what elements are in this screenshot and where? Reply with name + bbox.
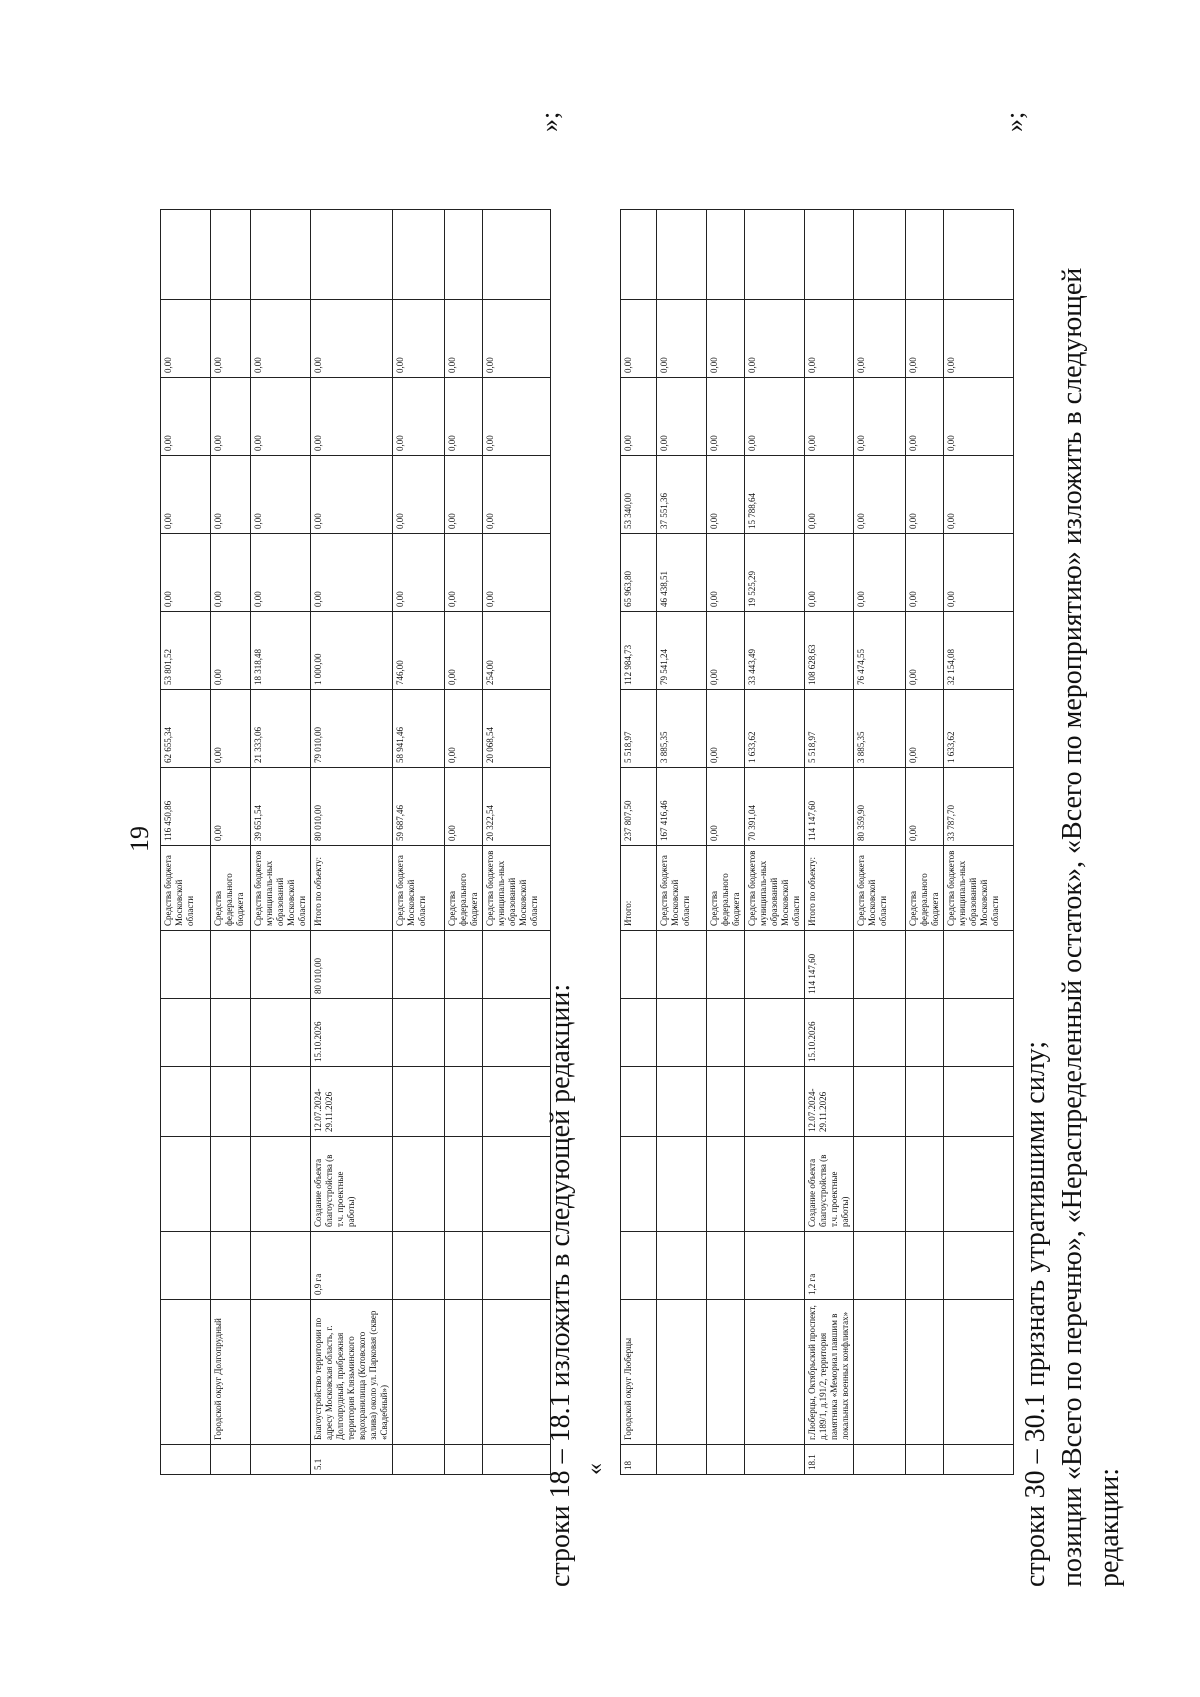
table-cell: 33 443,49 — [745, 612, 805, 690]
table-cell: 18 318,48 — [251, 612, 311, 690]
table-cell: Итого: — [621, 846, 657, 931]
table-cell — [707, 999, 745, 1067]
table-cell: 0,00 — [745, 378, 805, 456]
table-cell: 0,00 — [311, 300, 393, 378]
table-cell: 0,00 — [251, 456, 311, 534]
table-cell — [805, 210, 854, 300]
table-cell — [211, 1137, 251, 1232]
table-cell — [445, 1067, 483, 1137]
table-cell — [211, 1445, 251, 1475]
table-cell — [707, 1445, 745, 1475]
table-cell: 0,00 — [161, 378, 211, 456]
table-cell: 12.07.2024-29.11.2026 — [805, 1067, 854, 1137]
table-cell: 15.10.2026 — [805, 999, 854, 1067]
table-cell: 0,00 — [311, 534, 393, 612]
table-cell — [483, 1445, 551, 1475]
table-cell — [657, 1445, 707, 1475]
table-cell: Благоустройство территории по адресу Московская область, г. Долгопрудный, прибрежная территория Клязьминского водохранилища (Котовского залива) около ул. Парковая (сквер «Свадебный») — [311, 1300, 393, 1445]
table-cell: 0,00 — [944, 456, 1014, 534]
table-cell — [621, 931, 657, 999]
table-cell — [707, 1300, 745, 1445]
table-cell — [483, 999, 551, 1067]
instruction-line: позиции «Всего по перечню», «Нераспределенный остаток», «Всего по мероприятию» изложить в следующей — [1057, 267, 1088, 1587]
table-cell: Средства федерального бюджета — [906, 846, 944, 931]
table-cell: 0,00 — [483, 456, 551, 534]
table-cell — [621, 999, 657, 1067]
table-cell — [944, 1232, 1014, 1300]
table-cell — [621, 1137, 657, 1232]
table-cell — [211, 999, 251, 1067]
table-cell: 5 518,97 — [621, 690, 657, 768]
table-cell: 0,00 — [805, 534, 854, 612]
table-cell: Средства бюджетов муниципаль-ных образований Московской области — [944, 846, 1014, 931]
table-cell — [393, 931, 445, 999]
table-cell — [707, 1067, 745, 1137]
table-cell: 12.07.2024-29.11.2026 — [311, 1067, 393, 1137]
table-row — [805, 210, 854, 1475]
table-cell — [311, 210, 393, 300]
table-cell: 0,00 — [483, 378, 551, 456]
table-cell: Создание объекта благоустройства (в т.ч. проектные работы) — [311, 1137, 393, 1232]
table-cell — [707, 210, 745, 300]
table-cell: 20 068,54 — [483, 690, 551, 768]
table-cell — [211, 931, 251, 999]
instruction-line: строки 18 – 18.1 изложить в следующей редакции: — [545, 983, 576, 1587]
table-cell — [393, 1300, 445, 1445]
table-row — [657, 210, 707, 1475]
table-cell: 18.1 — [805, 1445, 854, 1475]
table-cell: 15 788,64 — [745, 456, 805, 534]
table-cell: 53 801,52 — [161, 612, 211, 690]
table-cell: 19 525,29 — [745, 534, 805, 612]
table-cell: 3 885,35 — [854, 690, 906, 768]
table-cell: 237 807,50 — [621, 768, 657, 846]
table-cell — [745, 1137, 805, 1232]
table-cell — [854, 1300, 906, 1445]
table-row — [854, 210, 906, 1475]
table-row — [445, 210, 483, 1475]
table-cell: Средства бюджета Московской области — [161, 846, 211, 931]
table-cell — [657, 931, 707, 999]
table-cell: 108 628,63 — [805, 612, 854, 690]
table-cell: 0,00 — [707, 612, 745, 690]
table-cell: 0,00 — [251, 378, 311, 456]
table-cell: 0,00 — [854, 378, 906, 456]
table-cell: 80 010,00 — [311, 768, 393, 846]
table-cell: 0,00 — [393, 300, 445, 378]
table-cell — [657, 999, 707, 1067]
table-cell — [745, 1067, 805, 1137]
table-cell: 1 633,62 — [944, 690, 1014, 768]
table-cell: Итого по объекту: — [805, 846, 854, 931]
table-cell: 0,00 — [906, 534, 944, 612]
table-cell: 0,00 — [211, 456, 251, 534]
table-cell: Создание объекта благоустройства (в т.ч. проектные работы) — [805, 1137, 854, 1232]
table-cell: 32 154,08 — [944, 612, 1014, 690]
table-cell — [393, 1232, 445, 1300]
table-cell: 0,00 — [393, 534, 445, 612]
table-cell — [251, 1232, 311, 1300]
instruction-line: строки 30 – 30.1 признать утратившими силу; — [1020, 1040, 1051, 1587]
table-cell — [944, 210, 1014, 300]
table-cell — [854, 931, 906, 999]
table-cell — [251, 999, 311, 1067]
table-1 — [160, 209, 551, 1475]
table-cell — [161, 1232, 211, 1300]
table-cell: 15.10.2026 — [311, 999, 393, 1067]
table-cell — [251, 210, 311, 300]
table-cell: 0,00 — [854, 534, 906, 612]
closing-quote: »; — [1000, 111, 1029, 132]
table-cell: 0,00 — [393, 456, 445, 534]
table-cell: 46 438,51 — [657, 534, 707, 612]
table-cell — [657, 210, 707, 300]
table-cell — [393, 1067, 445, 1137]
table-cell: 0,00 — [707, 456, 745, 534]
table-cell — [161, 999, 211, 1067]
table-cell: 167 416,46 — [657, 768, 707, 846]
table-2 — [620, 209, 1014, 1475]
table-cell: 254,00 — [483, 612, 551, 690]
table-cell: 0,00 — [211, 612, 251, 690]
table-cell: 76 474,55 — [854, 612, 906, 690]
table-cell — [745, 1300, 805, 1445]
table-cell — [906, 1232, 944, 1300]
table-cell: 0,00 — [211, 378, 251, 456]
table-cell: 0,00 — [805, 300, 854, 378]
table-cell — [854, 1232, 906, 1300]
table-row — [621, 210, 657, 1475]
table-cell — [944, 931, 1014, 999]
table-cell: 0,00 — [944, 300, 1014, 378]
table-cell — [944, 1445, 1014, 1475]
table-cell — [251, 1300, 311, 1445]
table-cell — [854, 1137, 906, 1232]
table-cell — [906, 931, 944, 999]
table-cell: Средства федерального бюджета — [707, 846, 745, 931]
table-cell — [483, 210, 551, 300]
table-cell: 116 450,86 — [161, 768, 211, 846]
table-cell — [906, 1067, 944, 1137]
table-cell: 0,00 — [707, 534, 745, 612]
table-cell — [483, 1137, 551, 1232]
table-cell — [906, 210, 944, 300]
table-cell: Средства бюджета Московской области — [657, 846, 707, 931]
table-cell — [745, 999, 805, 1067]
table-cell — [483, 1232, 551, 1300]
table-cell: 79 541,24 — [657, 612, 707, 690]
table-cell: 65 963,80 — [621, 534, 657, 612]
table-cell: 0,00 — [251, 534, 311, 612]
table-cell — [854, 1067, 906, 1137]
table-row — [311, 210, 393, 1475]
table-cell: 0,00 — [906, 768, 944, 846]
table-row — [161, 210, 211, 1475]
table-cell: 0,00 — [906, 612, 944, 690]
table-cell — [621, 1067, 657, 1137]
table-cell — [393, 1445, 445, 1475]
table-cell: 0,00 — [251, 300, 311, 378]
table-cell — [161, 210, 211, 300]
table-cell: 39 651,54 — [251, 768, 311, 846]
table-cell: 0,00 — [445, 456, 483, 534]
table-cell: Средства бюджетов муниципаль-ных образований Московской области — [251, 846, 311, 931]
table-cell: 62 655,34 — [161, 690, 211, 768]
table-cell — [445, 1232, 483, 1300]
table-cell — [944, 1067, 1014, 1137]
instruction-line: редакции: — [1094, 1467, 1125, 1587]
table-cell — [621, 1232, 657, 1300]
table-cell: 0,00 — [393, 378, 445, 456]
table-cell: 0,00 — [161, 534, 211, 612]
table-cell: 59 687,46 — [393, 768, 445, 846]
table-cell: 21 333,06 — [251, 690, 311, 768]
table-cell — [161, 1300, 211, 1445]
table-cell: 0,00 — [445, 378, 483, 456]
table-cell: 79 010,00 — [311, 690, 393, 768]
table-cell — [745, 931, 805, 999]
table-cell — [445, 1300, 483, 1445]
table-cell — [657, 1137, 707, 1232]
table-cell — [906, 999, 944, 1067]
table-cell — [161, 1067, 211, 1137]
table-cell: 0,00 — [805, 456, 854, 534]
table-cell: 1,2 га — [805, 1232, 854, 1300]
table-cell: Средства бюджета Московской области — [393, 846, 445, 931]
table-cell — [657, 1300, 707, 1445]
table-cell: 0,00 — [211, 768, 251, 846]
table-cell: 114 147,60 — [805, 931, 854, 999]
table-cell: 53 340,00 — [621, 456, 657, 534]
table-cell: 37 551,36 — [657, 456, 707, 534]
table-cell: Средства федерального бюджета — [211, 846, 251, 931]
table-cell: 0,00 — [906, 690, 944, 768]
table-cell: 0,00 — [707, 690, 745, 768]
table-cell: 0,00 — [805, 378, 854, 456]
table-cell: 0,00 — [944, 534, 1014, 612]
opening-quote: « — [582, 1463, 608, 1475]
table-cell — [944, 1300, 1014, 1445]
table-cell — [211, 1232, 251, 1300]
table-row — [483, 210, 551, 1475]
table-cell — [944, 1137, 1014, 1232]
table-cell: 0,00 — [745, 300, 805, 378]
table-cell — [944, 999, 1014, 1067]
table-cell — [445, 999, 483, 1067]
table-cell: 0,00 — [161, 456, 211, 534]
table-cell — [393, 999, 445, 1067]
table-cell: 114 147,60 — [805, 768, 854, 846]
table-cell — [906, 1137, 944, 1232]
closing-quote: »; — [535, 111, 564, 132]
table-row — [393, 210, 445, 1475]
table-cell — [707, 1137, 745, 1232]
table-cell — [906, 1300, 944, 1445]
table-cell: г.Люберцы, Октябрьский проспект, д.189/1, д.191/2, территория памятника «Мемориал павшим в локальных военных конфликтах» — [805, 1300, 854, 1445]
table-cell: 0,00 — [707, 768, 745, 846]
table-cell: 0,00 — [906, 456, 944, 534]
table-cell — [745, 1232, 805, 1300]
table-cell: 3 885,35 — [657, 690, 707, 768]
table-cell — [445, 931, 483, 999]
table-cell — [483, 1067, 551, 1137]
table-cell: 0,00 — [854, 456, 906, 534]
table-cell: 0,00 — [854, 300, 906, 378]
table-row — [211, 210, 251, 1475]
table-cell: 0,00 — [657, 300, 707, 378]
table-cell: Средства бюджета Московской области — [854, 846, 906, 931]
table-cell: 20 322,54 — [483, 768, 551, 846]
table-cell — [707, 1232, 745, 1300]
table-cell: 80 359,90 — [854, 768, 906, 846]
table-cell: Городской округ Люберцы — [621, 1300, 657, 1445]
table-cell: 18 — [621, 1445, 657, 1475]
table-cell: 746,00 — [393, 612, 445, 690]
table-cell — [854, 999, 906, 1067]
table-cell: 112 984,73 — [621, 612, 657, 690]
table-cell: 0,00 — [445, 300, 483, 378]
table-cell — [483, 1300, 551, 1445]
table-cell: 80 010,00 — [311, 931, 393, 999]
table-cell: 58 941,46 — [393, 690, 445, 768]
table-cell — [621, 210, 657, 300]
table-cell: 1 000,00 — [311, 612, 393, 690]
table-cell: 0,00 — [906, 378, 944, 456]
table-cell: 0,00 — [211, 690, 251, 768]
table-cell — [393, 1137, 445, 1232]
table-row — [707, 210, 745, 1475]
table-cell: 0,00 — [211, 300, 251, 378]
table-cell: 0,00 — [483, 534, 551, 612]
table-row — [745, 210, 805, 1475]
table-cell: 0,00 — [311, 378, 393, 456]
page-number: 19 — [125, 826, 154, 852]
table-cell: 5 518,97 — [805, 690, 854, 768]
table-cell — [657, 1232, 707, 1300]
table-cell: 33 787,70 — [944, 768, 1014, 846]
table-cell — [161, 1445, 211, 1475]
table-row — [906, 210, 944, 1475]
table-cell — [251, 1445, 311, 1475]
table-cell — [251, 1067, 311, 1137]
table-cell: 0,00 — [445, 534, 483, 612]
table-cell — [393, 210, 445, 300]
table-cell: 0,00 — [944, 378, 1014, 456]
table-cell: 0,00 — [483, 300, 551, 378]
table-cell: 0,00 — [707, 300, 745, 378]
table-cell — [707, 931, 745, 999]
table-cell — [211, 210, 251, 300]
table-cell: 0,9 га — [311, 1232, 393, 1300]
table-row — [944, 210, 1014, 1475]
table-row — [251, 210, 311, 1475]
table-cell — [251, 1137, 311, 1232]
table-cell — [251, 931, 311, 999]
table-cell: Средства федерального бюджета — [445, 846, 483, 931]
table-cell: Средства бюджетов муниципаль-ных образований Московской области — [483, 846, 551, 931]
table-cell: 1 633,62 — [745, 690, 805, 768]
table-cell: 0,00 — [621, 300, 657, 378]
table-cell: 0,00 — [161, 300, 211, 378]
table-cell: 5.1 — [311, 1445, 393, 1475]
table-cell: 0,00 — [445, 612, 483, 690]
table-cell — [445, 1137, 483, 1232]
table-cell — [745, 1445, 805, 1475]
table-cell: Городской округ Долгопрудный — [211, 1300, 251, 1445]
table-cell — [211, 1067, 251, 1137]
table-cell — [906, 1445, 944, 1475]
table-cell: 0,00 — [311, 456, 393, 534]
table-cell — [854, 1445, 906, 1475]
table-cell — [445, 210, 483, 300]
table-cell: 0,00 — [657, 378, 707, 456]
table-cell: 0,00 — [707, 378, 745, 456]
table-cell — [161, 931, 211, 999]
table-cell: 0,00 — [621, 378, 657, 456]
table-cell — [745, 210, 805, 300]
table-cell: 0,00 — [445, 768, 483, 846]
table-cell: Итого по объекту: — [311, 846, 393, 931]
table-cell: 0,00 — [906, 300, 944, 378]
table-cell — [854, 210, 906, 300]
table-cell: 0,00 — [211, 534, 251, 612]
table-cell: 0,00 — [445, 690, 483, 768]
table-cell — [657, 1067, 707, 1137]
table-cell: Средства бюджетов муниципаль-ных образований Московской области — [745, 846, 805, 931]
table-cell — [483, 931, 551, 999]
table-cell: 70 391,04 — [745, 768, 805, 846]
table-cell — [445, 1445, 483, 1475]
table-cell — [161, 1137, 211, 1232]
